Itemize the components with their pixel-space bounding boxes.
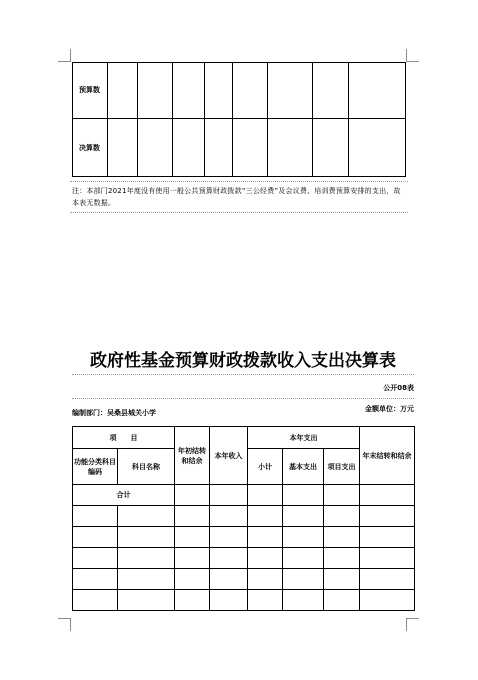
table-cell: [324, 485, 360, 506]
header-project: 项目支出: [324, 449, 360, 485]
table-row: [73, 506, 415, 527]
table-cell: [248, 485, 283, 506]
note-separator-bottom: [70, 212, 408, 213]
header-income: 本年收入: [210, 427, 248, 485]
report-title: 政府性基金预算财政拨款收入支出决算表: [90, 351, 396, 371]
table-row: [73, 527, 415, 548]
unit-label: 金额单位：万元: [365, 405, 414, 413]
header-begin-balance: 年初结转和结余: [175, 427, 210, 485]
crop-mark-bottom-left: [58, 618, 71, 631]
table-note: 注：本部门2021年度没有使用一般公共预算财政拨款“三公经费”及会议费、培训费预算安排的支出，故本表无数据。: [72, 187, 401, 207]
table-cell: [360, 485, 415, 506]
table-row: [73, 590, 415, 611]
row-label-budget: 预算数: [79, 86, 100, 94]
note-separator-top: [70, 181, 408, 182]
header-expense-group: 本年支出: [248, 427, 360, 449]
header-item: 项 目: [73, 427, 175, 449]
row-label-final: 决算数: [79, 144, 100, 152]
crop-mark-top-left: [58, 49, 71, 62]
crop-mark-top-right: [406, 49, 419, 62]
total-label: 合计: [73, 485, 175, 506]
table-cell: [175, 485, 210, 506]
header-basic: 基本支出: [283, 449, 324, 485]
header-subtotal: 小计: [248, 449, 283, 485]
header-name: 科目名称: [118, 449, 175, 485]
table-row: [73, 548, 415, 569]
form-underline: [72, 398, 414, 399]
crop-mark-bottom-right: [406, 618, 419, 631]
form-number: 公开08表: [383, 384, 414, 392]
top-table: [72, 62, 406, 177]
department-label: 编制部门：吴桑县城关小学: [72, 409, 156, 417]
header-code: 功能分类科目编码: [73, 449, 118, 485]
table-cell: [283, 485, 324, 506]
table-row: [73, 569, 415, 590]
table-cell: [210, 485, 248, 506]
header-end-balance: 年末结转和结余: [360, 427, 415, 485]
fund-table: [72, 426, 415, 611]
title-underline: [72, 374, 414, 375]
